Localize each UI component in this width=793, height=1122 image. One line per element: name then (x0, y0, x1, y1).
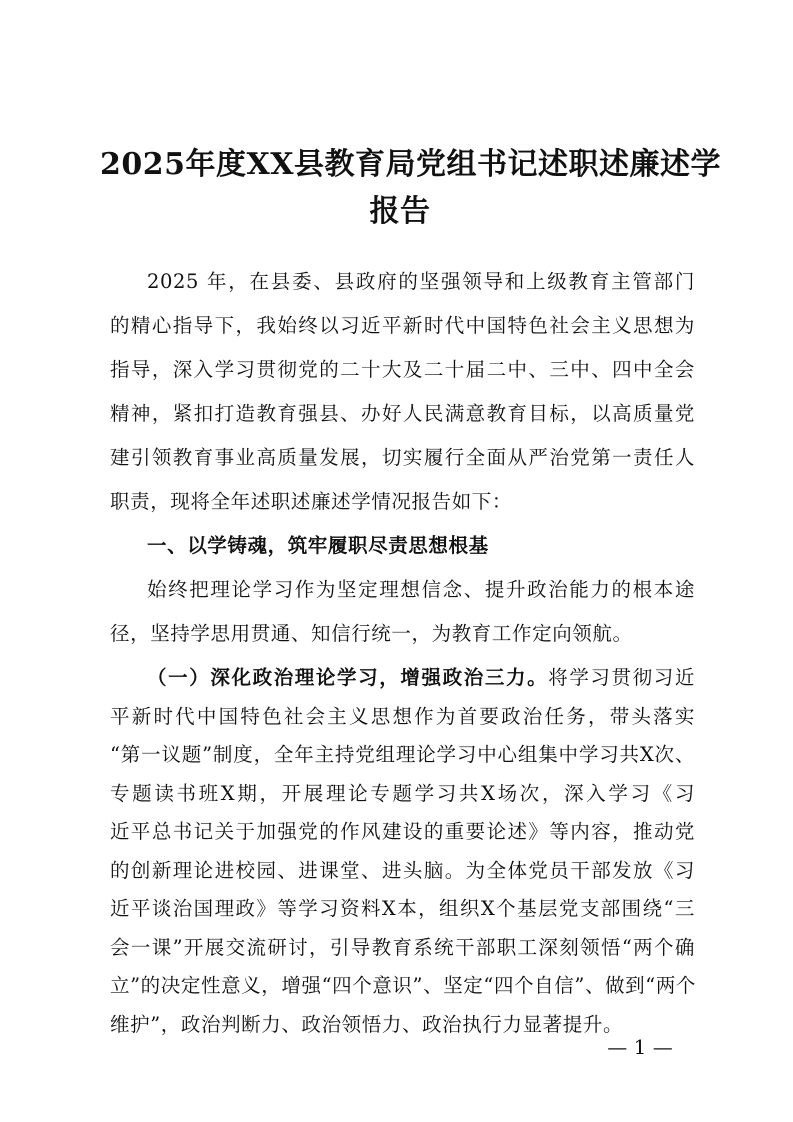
subsection-line: 平新时代中国特色社会主义思想作为首要政治任务，带头落实 (110, 704, 695, 728)
section-paragraph-line: 径，坚持学思用贯通、知信行统一，为教育工作定向领航。 (110, 622, 633, 645)
subsection-line: 专题读书班X期，开展理论专题学习共X场次，深入学习《习 (110, 781, 695, 805)
section-heading: 一、以学铸魂，筑牢履职尽责思想根基 (147, 534, 489, 557)
intro-line: 精神，紧扣打造教育强县、办好人民满意教育目标，以高质量党 (110, 402, 695, 425)
subsection-line: 维护”，政治判断力、政治领悟力、政治执行力显著提升。 (110, 1012, 624, 1036)
subsection-heading: （一）深化政治理论学习，增强政治三力。 (147, 666, 549, 689)
subsection-line: 会一课”开展交流研讨，引导教育系统干部职工深刻领悟“两个确 (110, 935, 695, 959)
intro-line: 建引领教育事业高质量发展，切实履行全面从严治党第一责任人 (110, 446, 695, 469)
intro-line: 职责，现将全年述职述廉述学情况报告如下： (110, 490, 513, 513)
document-title-line1: 2025年度XX县教育局党组书记述职述廉述学 (100, 147, 722, 182)
section-paragraph-line: 始终把理论学习作为坚定理想信念、提升政治能力的根本途 (147, 578, 695, 601)
subsection-line: 的创新理论进校园、进课堂、进头脑。为全体党员干部发放《习 (110, 858, 695, 882)
intro-line: 2025 年，在县委、县政府的坚强领导和上级教育主管部门 (147, 270, 695, 293)
subsection-line: 立”的决定性意义，增强“四个意识”、坚定“四个自信”、做到“两个 (110, 974, 697, 997)
document-title-line2: 报告 (369, 194, 431, 229)
subsection-first-line-rest: 将学习贯彻习近 (548, 666, 695, 689)
subsection-line: 近平总书记关于加强党的作风建设的重要论述》等内容，推动党 (110, 820, 695, 843)
intro-line: 指导，深入学习贯彻党的二十大及二十届二中、三中、四中全会 (110, 358, 695, 381)
subsection-line: 近平谈治国理政》等学习资料X本，组织X个基层党支部围绕“三 (110, 897, 695, 920)
subsection-first-line (147, 667, 695, 689)
intro-line: 的精心指导下，我始终以习近平新时代中国特色社会主义思想为 (110, 314, 695, 337)
page-number: — 1 — (607, 1035, 673, 1059)
subsection-line: “第一议题”制度，全年主持党组理论学习中心组集中学习共X次、 (110, 743, 695, 766)
